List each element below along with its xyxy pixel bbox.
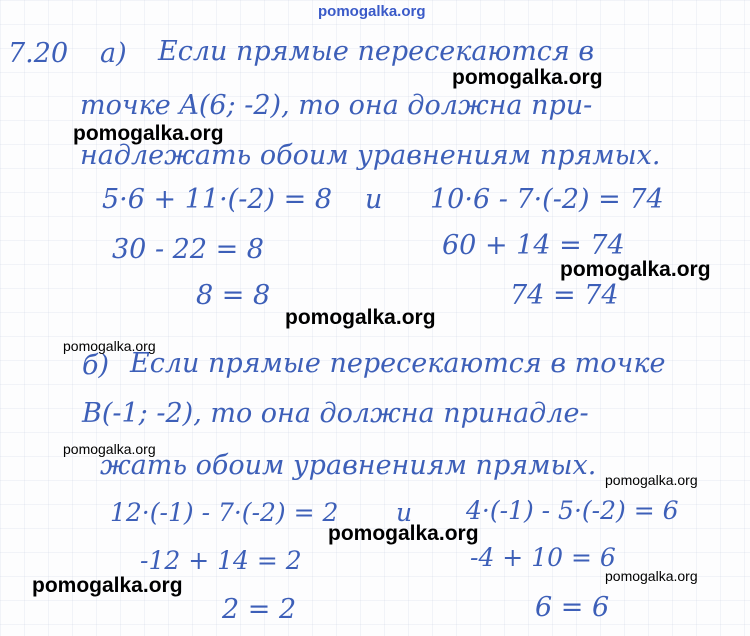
watermark: pomogalka.org xyxy=(605,568,698,584)
part-b-text-line-1: Если прямые пересекаются в точке xyxy=(130,348,666,379)
part-a-text-line-3: надлежать обоим уравнениям прямых. xyxy=(80,140,661,171)
part-a-text-line-1: Если прямые пересекаются в xyxy=(158,36,595,67)
problem-number: 7.20 xyxy=(8,38,69,69)
watermark: pomogalka.org xyxy=(328,522,479,545)
part-a-label: а) xyxy=(100,38,127,69)
part-b-label: б) xyxy=(82,350,110,381)
watermark: pomogalka.org xyxy=(32,574,183,597)
watermark: pomogalka.org xyxy=(63,338,156,354)
part-b-text-line-2: B(-1; -2), то она должна принадле- xyxy=(82,398,589,429)
part-b-equation-left-2: -12 + 14 = 2 xyxy=(140,546,302,575)
part-a-text-line-2: точке A(6; -2), то она должна при- xyxy=(80,90,593,121)
part-a-equation-right-2: 60 + 14 = 74 xyxy=(442,230,625,261)
watermark: pomogalka.org xyxy=(285,306,436,329)
watermark: pomogalka.org xyxy=(452,66,603,89)
part-b-equation-left-1: 12·(-1) - 7·(-2) = 2 xyxy=(110,498,339,527)
part-b-equation-left-3: 2 = 2 xyxy=(222,594,297,625)
part-b-equation-right-3: 6 = 6 xyxy=(535,592,610,623)
part-a-equation-left-3: 8 = 8 xyxy=(196,280,271,311)
watermark: pomogalka.org xyxy=(560,258,711,281)
watermark: pomogalka.org xyxy=(63,441,156,457)
part-a-equation-right-1: 10·6 - 7·(-2) = 74 xyxy=(430,184,664,215)
part-a-equation-right-3: 74 = 74 xyxy=(510,280,619,311)
part-a-connector: и xyxy=(365,184,383,215)
part-b-equation-right-2: -4 + 10 = 6 xyxy=(470,543,616,572)
header-watermark: pomogalka.org xyxy=(318,3,426,20)
watermark: pomogalka.org xyxy=(73,122,224,145)
part-a-equation-left-1: 5·6 + 11·(-2) = 8 xyxy=(102,184,333,215)
watermark: pomogalka.org xyxy=(605,472,698,488)
part-b-connector: и xyxy=(396,498,413,527)
part-b-equation-right-1: 4·(-1) - 5·(-2) = 6 xyxy=(466,496,679,525)
part-b-text-line-3: жать обоим уравнениям прямых. xyxy=(100,450,597,481)
part-a-equation-left-2: 30 - 22 = 8 xyxy=(112,234,264,265)
